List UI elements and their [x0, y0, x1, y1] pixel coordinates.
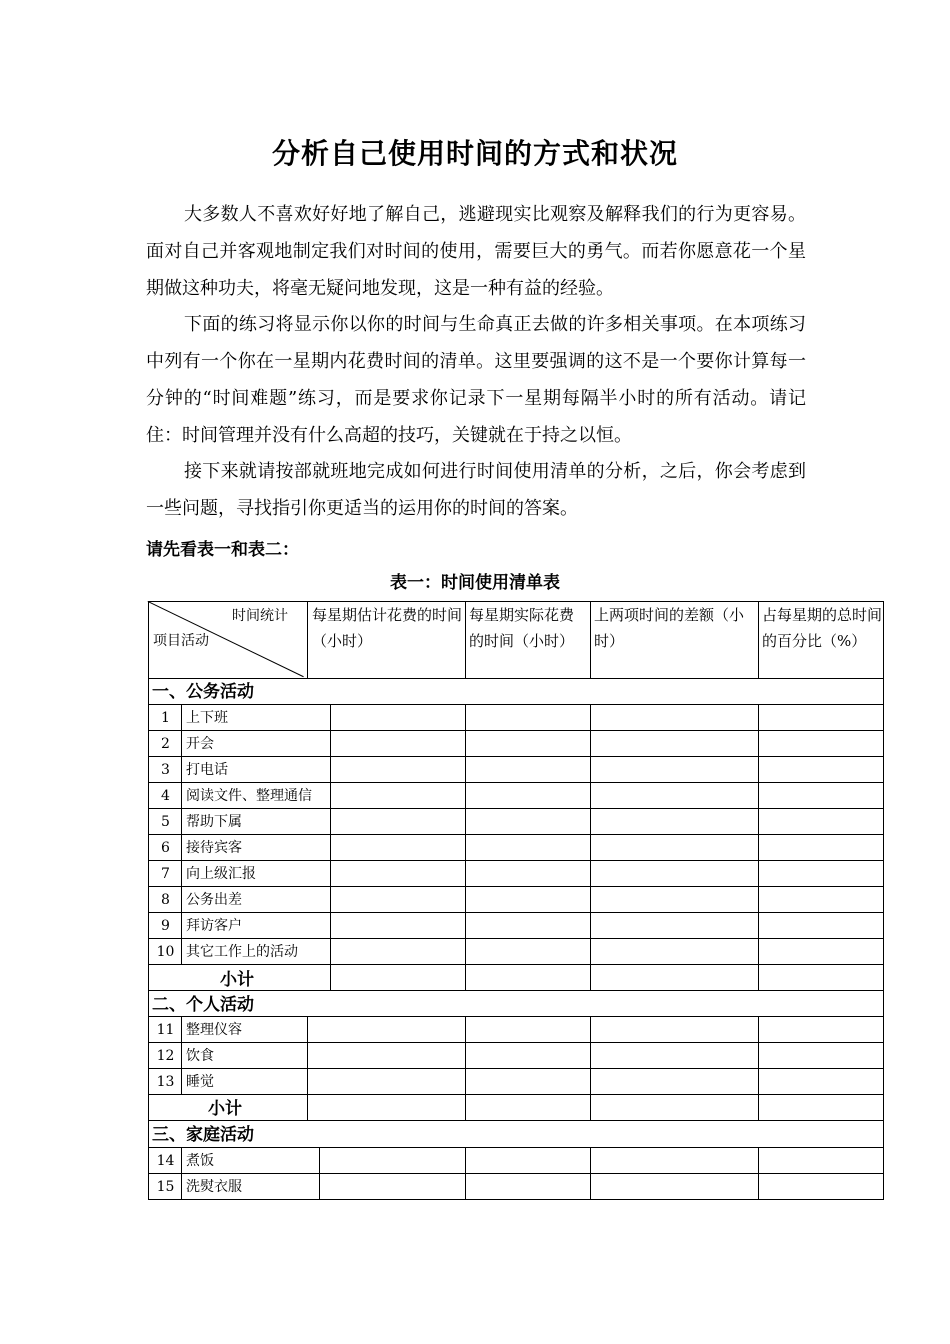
row-number: 8 [161, 892, 170, 908]
lead-text: 请先看表一和表二： [146, 540, 299, 560]
row-number: 11 [156, 1022, 175, 1038]
table-rule [319, 1147, 320, 1199]
table-caption: 表一：时间使用清单表 [390, 573, 560, 593]
row-item: 洗熨衣服 [186, 1179, 242, 1195]
paragraph-intro: 大多数人不喜欢好好地了解自己，逃避现实比观察及解释我们的行为更容易。面对自己并客观地制定我们对时间的使用，需要巨大的勇气。而若你愿意花一个星期做这种功夫，将毫无疑问地发现，这是一种有益的经验。 [146, 204, 806, 299]
table-rule [148, 964, 884, 965]
row-item: 饮食 [186, 1048, 214, 1064]
table-rule [330, 704, 331, 990]
table-rule [148, 1042, 884, 1043]
section-title: 一、公务活动 [152, 682, 254, 702]
row-number: 1 [161, 710, 170, 726]
subtotal-label: 小计 [220, 970, 254, 990]
table-rule [307, 601, 308, 678]
row-item: 煮饭 [186, 1153, 214, 1169]
paragraph-exercise: 下面的练习将显示你以你的时间与生命真正去做的许多相关事项。在本项练习中列有一个你在一星期内花费时间的清单。这里要强调的这不是一个要你计算每一分钟的“时间难题”练习，而是要求你记录下一星期每隔半小时的所有活动。请记住：时间管理并没有什么高超的技巧，关键就在于持之以恒。 [146, 314, 806, 446]
table-rule [758, 1016, 759, 1120]
table-rule [148, 912, 884, 913]
row-item: 阅读文件、整理通信 [186, 788, 312, 804]
row-item: 帮助下属 [186, 814, 242, 830]
row-number: 7 [161, 866, 170, 882]
table-rule [590, 601, 591, 678]
header-difference: 上两项时间的差额（小时） [594, 606, 745, 650]
table-rule [181, 704, 182, 964]
table-border-right [883, 601, 884, 1200]
table-rule [148, 938, 884, 939]
table-rule [758, 704, 759, 990]
table-rule [148, 1173, 884, 1174]
table-rule [465, 601, 466, 678]
page-title: 分析自己使用时间的方式和状况 [271, 137, 678, 170]
table-rule [307, 1016, 308, 1120]
row-item: 拜访客户 [186, 918, 242, 934]
row-item: 公务出差 [186, 892, 242, 908]
table-border-bottom [148, 1199, 884, 1200]
row-number: 5 [161, 814, 170, 830]
row-number: 14 [156, 1153, 175, 1169]
table-rule [590, 1147, 591, 1199]
table-rule [465, 1016, 466, 1120]
table-rule [148, 860, 884, 861]
table-rule [148, 834, 884, 835]
row-number: 10 [156, 944, 175, 960]
table-rule [148, 1068, 884, 1069]
table-rule [465, 1147, 466, 1199]
header-actual-time: 每星期实际花费的时间（小时） [469, 606, 575, 650]
header-corner-bottom: 项目活动 [153, 633, 209, 649]
table-rule [148, 756, 884, 757]
row-number: 13 [156, 1074, 175, 1090]
table-rule [590, 1016, 591, 1120]
table-border-top [148, 601, 884, 602]
table-border-left [148, 601, 149, 1200]
row-item: 其它工作上的活动 [186, 944, 298, 960]
table-rule [148, 1016, 884, 1017]
row-item: 整理仪容 [186, 1022, 242, 1038]
row-number: 6 [161, 840, 170, 856]
section-title: 二、个人活动 [152, 995, 254, 1015]
table-rule [148, 678, 884, 679]
table-rule [148, 730, 884, 731]
subtotal-label: 小计 [208, 1099, 242, 1119]
table-rule [465, 704, 466, 990]
header-estimated-time: 每星期估计花费的时间（小时） [312, 606, 463, 650]
row-number: 2 [161, 736, 170, 752]
row-item: 向上级汇报 [186, 866, 256, 882]
row-number: 12 [156, 1048, 175, 1064]
paragraph-next: 接下来就请按部就班地完成如何进行时间使用清单的分析，之后，你会考虑到一些问题，寻找指引你更适当的运用你的时间的答案。 [146, 461, 806, 519]
section-title: 三、家庭活动 [152, 1125, 254, 1145]
header-corner-top: 时间统计 [232, 608, 288, 624]
row-number: 3 [161, 762, 170, 778]
header-percentage: 占每星期的总时间的百分比（%） [762, 606, 883, 650]
table-rule [148, 886, 884, 887]
table-rule [758, 601, 759, 678]
table-rule [148, 704, 884, 705]
row-item: 接待宾客 [186, 840, 242, 856]
time-usage-table [148, 601, 884, 1201]
table-rule [181, 1016, 182, 1094]
table-rule [758, 1147, 759, 1199]
table-rule [148, 990, 884, 991]
table-rule [148, 1094, 884, 1095]
table-rule [181, 1147, 182, 1199]
table-rule [148, 1147, 884, 1148]
row-number: 15 [156, 1179, 175, 1195]
row-number: 9 [161, 918, 170, 934]
table-rule [148, 1120, 884, 1121]
table-rule [148, 782, 884, 783]
row-item: 睡觉 [186, 1074, 214, 1090]
row-item: 打电话 [186, 762, 228, 778]
table-rule [148, 808, 884, 809]
row-item: 上下班 [186, 710, 228, 726]
row-number: 4 [161, 788, 170, 804]
table-rule [590, 704, 591, 990]
row-item: 开会 [186, 736, 214, 752]
